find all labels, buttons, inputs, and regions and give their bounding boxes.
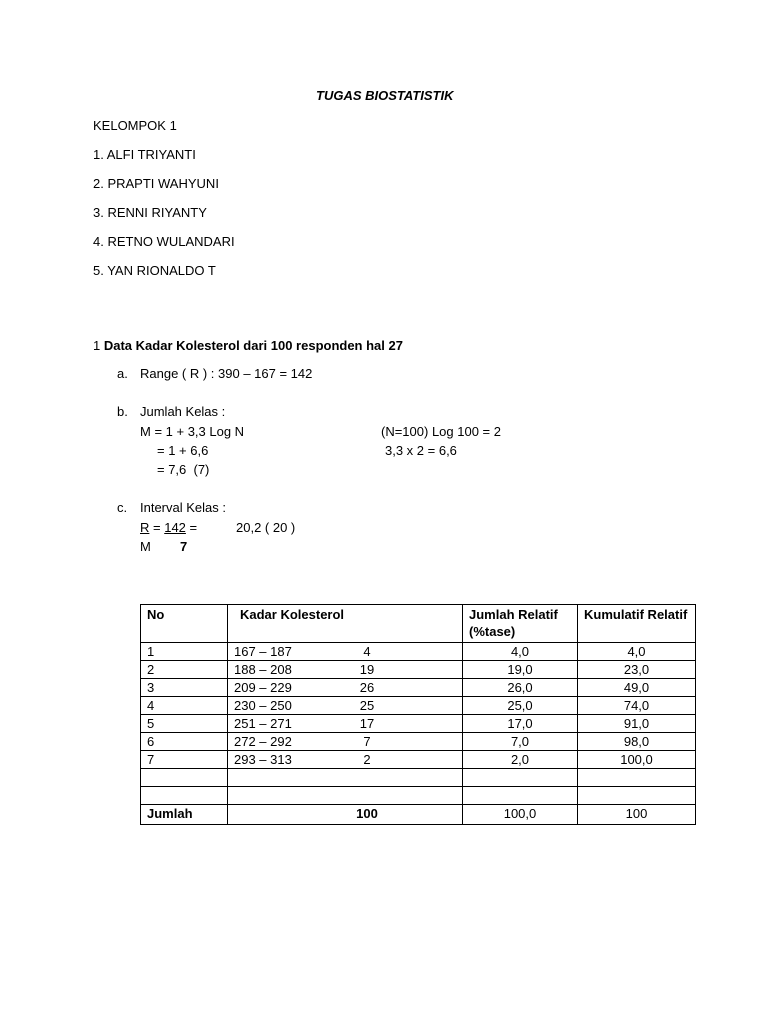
- part-b-line-1: M = 1 + 3,3 Log N: [140, 424, 245, 439]
- part-c-heading: Interval Kelas :: [140, 500, 226, 515]
- part-c-result: 20,2 ( 20 ): [236, 520, 296, 535]
- cell-no: 3: [141, 679, 228, 697]
- total-rel: 100,0: [463, 805, 578, 825]
- part-b-heading: Jumlah Kelas :: [140, 404, 226, 419]
- part-c-formula-top: [140, 520, 197, 536]
- question-heading: [93, 338, 403, 354]
- cell-range: 251 – 271: [234, 716, 292, 731]
- cell-freq: 25: [359, 698, 375, 713]
- part-b-line-2: = 1 + 6,6: [157, 443, 209, 458]
- total-cum: 100: [578, 805, 696, 825]
- cell-kadar: [228, 661, 463, 679]
- empty-row: [141, 769, 696, 787]
- part-c-142: 142: [164, 520, 186, 535]
- table-row: [141, 643, 696, 661]
- cell-range: 293 – 313: [234, 752, 292, 767]
- part-c-eq1: =: [149, 520, 165, 535]
- cell-freq: 26: [359, 680, 375, 695]
- table-row: [141, 715, 696, 733]
- cell-no: 4: [141, 697, 228, 715]
- header-kumulatif-relatif: Kumulatif Relatif: [578, 605, 696, 643]
- cell-range: 167 – 187: [234, 644, 292, 659]
- cell-cum: 4,0: [578, 643, 696, 661]
- question-number: 1: [93, 338, 101, 353]
- member-5: 5. YAN RIONALDO T: [93, 263, 216, 278]
- total-row: [141, 805, 696, 825]
- cell-cum: 91,0: [578, 715, 696, 733]
- cell-kadar: [228, 733, 463, 751]
- header-jumlah-relatif: Jumlah Relatif (%tase): [463, 605, 578, 643]
- cell-rel: 19,0: [463, 661, 578, 679]
- cell-no: 2: [141, 661, 228, 679]
- cell-range: 272 – 292: [234, 734, 292, 749]
- cell-no: 6: [141, 733, 228, 751]
- header-kadar: Kadar Kolesterol: [228, 605, 463, 643]
- cell-kadar: [228, 643, 463, 661]
- total-freq: 100: [356, 806, 378, 821]
- part-c-7: 7: [180, 539, 188, 554]
- member-4: 4. RETNO WULANDARI: [93, 234, 235, 249]
- cell-no: 1: [141, 643, 228, 661]
- cell-kadar: [228, 751, 463, 769]
- cell-rel: 4,0: [463, 643, 578, 661]
- empty-cell: [578, 769, 696, 787]
- table-header-row: [141, 605, 696, 643]
- empty-cell: [141, 787, 228, 805]
- empty-cell: [463, 769, 578, 787]
- cell-kadar: [228, 715, 463, 733]
- table-row: [141, 733, 696, 751]
- cell-range: 188 – 208: [234, 662, 292, 677]
- cell-cum: 100,0: [578, 751, 696, 769]
- cell-range: 209 – 229: [234, 680, 292, 695]
- cell-freq: 2: [363, 752, 371, 767]
- part-b-right-1: (N=100) Log 100 = 2: [381, 424, 501, 439]
- member-1: 1. ALFI TRIYANTI: [93, 147, 196, 162]
- empty-row: [141, 787, 696, 805]
- part-a-text: Range ( R ) : 390 – 167 = 142: [140, 366, 313, 381]
- frequency-table: [140, 604, 696, 825]
- cell-kadar: [228, 697, 463, 715]
- table-row: [141, 661, 696, 679]
- part-c-eq2: =: [185, 520, 198, 535]
- cell-no: 7: [141, 751, 228, 769]
- cell-rel: 7,0: [463, 733, 578, 751]
- member-2: 2. PRAPTI WAHYUNI: [93, 176, 219, 191]
- cell-freq: 4: [363, 644, 371, 659]
- document-title: TUGAS BIOSTATISTIK: [316, 88, 454, 103]
- part-c-m: M: [140, 539, 151, 554]
- cell-freq: 7: [363, 734, 371, 749]
- table-row: [141, 697, 696, 715]
- empty-cell: [578, 787, 696, 805]
- part-b-label: b.: [117, 404, 128, 419]
- empty-cell: [463, 787, 578, 805]
- question-text: Data Kadar Kolesterol dari 100 responden hal 27: [103, 338, 403, 353]
- total-freq-cell: [228, 805, 463, 825]
- part-b-line-3: = 7,6 (7): [157, 462, 210, 477]
- cell-cum: 98,0: [578, 733, 696, 751]
- cell-rel: 17,0: [463, 715, 578, 733]
- part-c-label: c.: [117, 500, 128, 515]
- group-label: KELOMPOK 1: [93, 118, 177, 133]
- table-row: [141, 751, 696, 769]
- cell-rel: 26,0: [463, 679, 578, 697]
- cell-rel: 2,0: [463, 751, 578, 769]
- cell-cum: 49,0: [578, 679, 696, 697]
- part-c-r: R: [140, 520, 150, 535]
- cell-kadar: [228, 679, 463, 697]
- header-no: No: [141, 605, 228, 643]
- member-3: 3. RENNI RIYANTY: [93, 205, 207, 220]
- table-row: [141, 679, 696, 697]
- cell-cum: 23,0: [578, 661, 696, 679]
- cell-freq: 17: [359, 716, 375, 731]
- cell-range: 230 – 250: [234, 698, 292, 713]
- cell-rel: 25,0: [463, 697, 578, 715]
- cell-freq: 19: [359, 662, 375, 677]
- part-a-label: a.: [117, 366, 128, 381]
- empty-cell: [141, 769, 228, 787]
- total-label: Jumlah: [141, 805, 228, 825]
- empty-cell: [228, 769, 463, 787]
- part-b-right-2: 3,3 x 2 = 6,6: [385, 443, 457, 458]
- cell-no: 5: [141, 715, 228, 733]
- cell-cum: 74,0: [578, 697, 696, 715]
- empty-cell: [228, 787, 463, 805]
